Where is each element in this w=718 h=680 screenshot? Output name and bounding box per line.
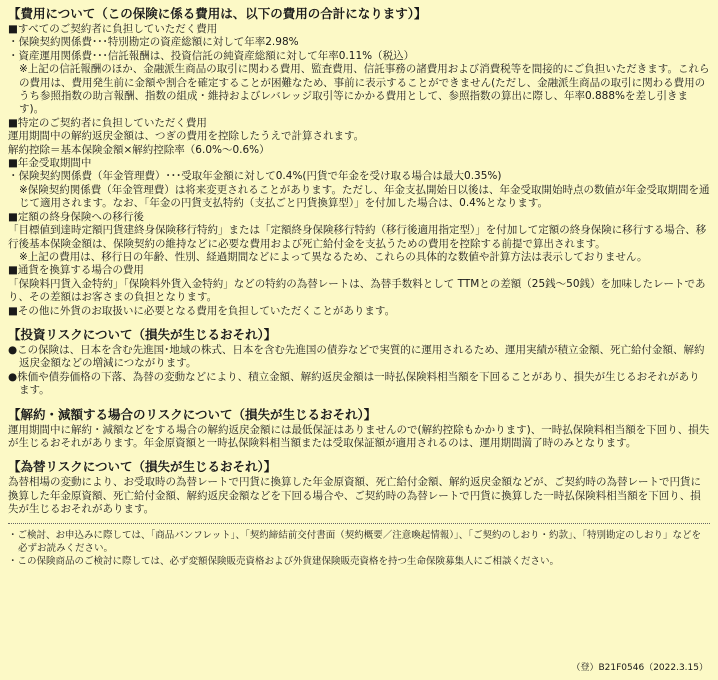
investment-risk-title: 【投資リスクについて（損失が生じるおそれ）】 [8, 326, 277, 342]
transfer-heading: ■定額の終身保険への移行後 [8, 210, 144, 223]
specific-contractors-heading: ■特定のご契約者に負担していただく費用 [8, 116, 207, 129]
surrender-risk-text: 運用期間中に解約・減額などをする場合の解約返戻金額には最低保証はありませんので(解約控除もかかります)、一時払保険料相当額を下回り、損失が生じるおそれがあります。年金原資額と一時払保険料相当額または受取保証額が適用されるのは、運用期間満了時のみとなります。 [8, 423, 710, 449]
transfer-text: 「目標値到達時定額円貨建終身保険移行特約」または「定額終身保険移行特約（移行後適用指定型）」を付加して定額の終身保険に移行する場合、移行後基本保険金額は、保険契約の維持などに必要な費用および死亡給付金を支払うための費用を控除する前提で算出されます。 [8, 224, 707, 250]
registration-code: （登）B21F0546（2022.3.15） [571, 663, 708, 673]
pension-fee-line: ・保険契約関係費（年金管理費）･･･受取年金額に対して0.4%(円貨で年金を受け取る場合は最大0.35%) [8, 170, 502, 183]
surrender-risk-title: 【解約・減額する場合のリスクについて（損失が生じるおそれ）】 [8, 406, 377, 422]
exchange-text: 「保険料円貨入金特約」「保険料外貨入金特約」などの特約の為替レートは、為替手数料として TTMとの差額（25銭～50銭）を加味したレートであり、その差額はお客さまの負担となります。 [8, 277, 706, 304]
other-costs-text: ■その他に外貨のお取扱いに必要となる費用を負担していただくことがあります。 [8, 304, 396, 317]
surrender-deduction-text: 運用期間中の解約返戻金額は、つぎの費用を控除したうえで計算されます。 [8, 130, 365, 143]
investment-risk-item: ●この保険は、日本を含む先進国･地域の株式、日本を含む先進国の債券などで実質的に運用されるため、運用実績が積立金額、死亡給付金額、解約返戻金額などの増減につながります。 [8, 343, 705, 370]
reading-note: ・ご検討、お申込みに際しては、「商品パンフレット」、「契約締結前交付書面（契約概要／注意喚起情報）」、「ご契約のしおり・約款」、「特別勘定のしおり」などを必ずお読みください。 [8, 529, 702, 554]
asset-fee-line: ・資産運用関係費･･･信託報酬は、投資信託の純資産総額に対して年率0.11%（税込） [8, 49, 415, 62]
fx-risk-title: 【為替リスクについて（損失が生じるおそれ）】 [8, 459, 277, 475]
all-contractors-heading: ■すべてのご契約者に負担していただく費用 [8, 23, 218, 35]
divider [8, 523, 710, 524]
transfer-note: ※上記の費用は、移行日の年齢、性別、経過期間などによって異なるため、これらの具体的な数値や計算方法は表示しておりません。 [19, 250, 648, 263]
costs-title: 【費用について（この保険に係る費用は、以下の費用の合計になります）】 [8, 6, 427, 21]
investment-risk-item: ●株価や債券価格の下落、為替の変動などにより、積立金額、解約返戻金額は一時払保険料相当額を下回ることがあり、損失が生じるおそれがあります。 [8, 370, 700, 397]
trust-fee-note: ※上記の信託報酬のほか、金融派生商品の取引に関わる費用、監査費用、信託事務の諸費用および消費税等を間接的にご負担いただきます。これらの費用は、費用発生前に金額や割合を確定することが困難なため、事前に表示することができません(ただし、金融派生商品の取引に関わる費用のうち参照指数の助言報酬、指数の組成・維持およびレバレッジ取引等にかかる費用として、参照指数の算出に際し、年率0.888%を差し引きます)。 [19, 63, 710, 116]
surrender-deduction-formula: 解約控除＝基本保険金額×解約控除率（6.0%～0.6%） [8, 143, 270, 156]
pension-period-heading: ■年金受取期間中 [8, 157, 92, 170]
contract-fee-line: ・保険契約関係費･･･特別勘定の資産総額に対して年率2.98% [8, 36, 299, 49]
fx-risk-text: 為替相場の変動により、お受取時の為替レートで円貨に換算した年金原資額、死亡給付金額、解約返戻金額などが、ご契約時の為替レートで円貨に換算した年金原資額、死亡給付金額、解約返戻金額などを下回る場合や、ご契約時の為替レートで円貨に換算した一時払保険料相当額を下回り、損失が生じるおそれがあります。 [8, 476, 701, 516]
consultation-note: ・この保険商品のご検討に際しては、必ず変額保険販売資格および外貨建保険販売資格を持つ生命保険募集人にご相談ください。 [8, 555, 560, 567]
exchange-heading: ■通貨を換算する場合の費用 [8, 264, 144, 277]
pension-fee-note: ※保険契約関係費（年金管理費）は将来変更されることがあります。ただし、年金支払開始日以後は、年金受取開始時点の数値が年金受取期間を通じて適用されます。なお、「年金の円貨支払特約（支払ごと円貨換算型）」を付加した場合は、0.4%となります。 [19, 183, 710, 210]
